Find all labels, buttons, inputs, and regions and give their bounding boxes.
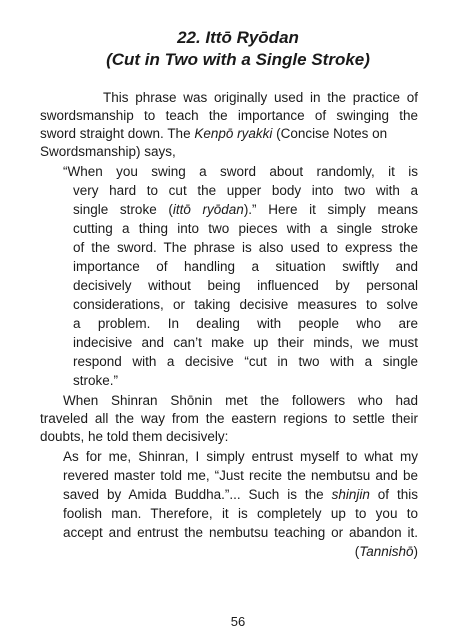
- quote-line: “When you swing a sword about randomly, it is: [63, 164, 418, 179]
- quote-line: considerations, or taking decisive measures to solve: [73, 297, 418, 312]
- page-number: 56: [230, 614, 246, 629]
- quote-line: decisively without being influenced by personal: [73, 278, 418, 293]
- italic-term: ittō ryōdan: [172, 202, 244, 217]
- quote-line: foolish man. Therefore, it is completely up to you to: [63, 506, 418, 521]
- quote-line: single stroke (ittō ryōdan).” Here it simply means: [73, 202, 418, 217]
- quote-line: importance of handling a situation swiftly and: [73, 259, 418, 274]
- body-line: traveled all the way from the eastern regions to settle their: [40, 411, 418, 426]
- quote-line: of the sword. The phrase is also used to express the: [73, 240, 418, 255]
- body-line: swordsmanship to teach the importance of swinging the: [40, 108, 418, 123]
- quote-line: accept and entrust the nembutsu teaching or abandon it.: [63, 525, 418, 540]
- quote-line: very hard to cut the upper body into two with a: [73, 183, 418, 198]
- quote-line: respond with a decisive “cut in two with a single: [73, 354, 418, 369]
- quote-line: revered master told me, “Just recite the nembutsu and be: [63, 468, 418, 483]
- body-line: sword straight down. The Kenpō ryakki (Concise Notes on: [40, 126, 388, 141]
- italic-term: shinjin: [331, 487, 370, 502]
- italic-term: Kenpō ryakki: [194, 126, 273, 141]
- quote-line: saved by Amida Buddha.”... Such is the shinjin of this: [63, 487, 418, 502]
- body-line: This phrase was originally used in the practice of: [103, 90, 418, 105]
- quote-line: cutting a thing into two pieces with a single stroke: [73, 221, 418, 236]
- quote-line: indecisive and can’t make up their minds, we must: [73, 335, 418, 350]
- body-line: Swordsmanship) says,: [40, 144, 176, 159]
- quote-line: stroke.”: [73, 373, 119, 388]
- quote-line: As for me, Shinran, I simply entrust myself to what my: [63, 449, 418, 464]
- body-line: When Shinran Shōnin met the followers who had: [63, 393, 418, 408]
- body-line: doubts, he told them decisively:: [40, 429, 229, 444]
- quote-line: a problem. In dealing with people who are: [73, 316, 418, 331]
- chapter-title: 22. Ittō Ryōdan: [177, 28, 299, 47]
- quote-source: (Tannishō): [354, 544, 418, 559]
- chapter-subtitle: (Cut in Two with a Single Stroke): [106, 50, 370, 69]
